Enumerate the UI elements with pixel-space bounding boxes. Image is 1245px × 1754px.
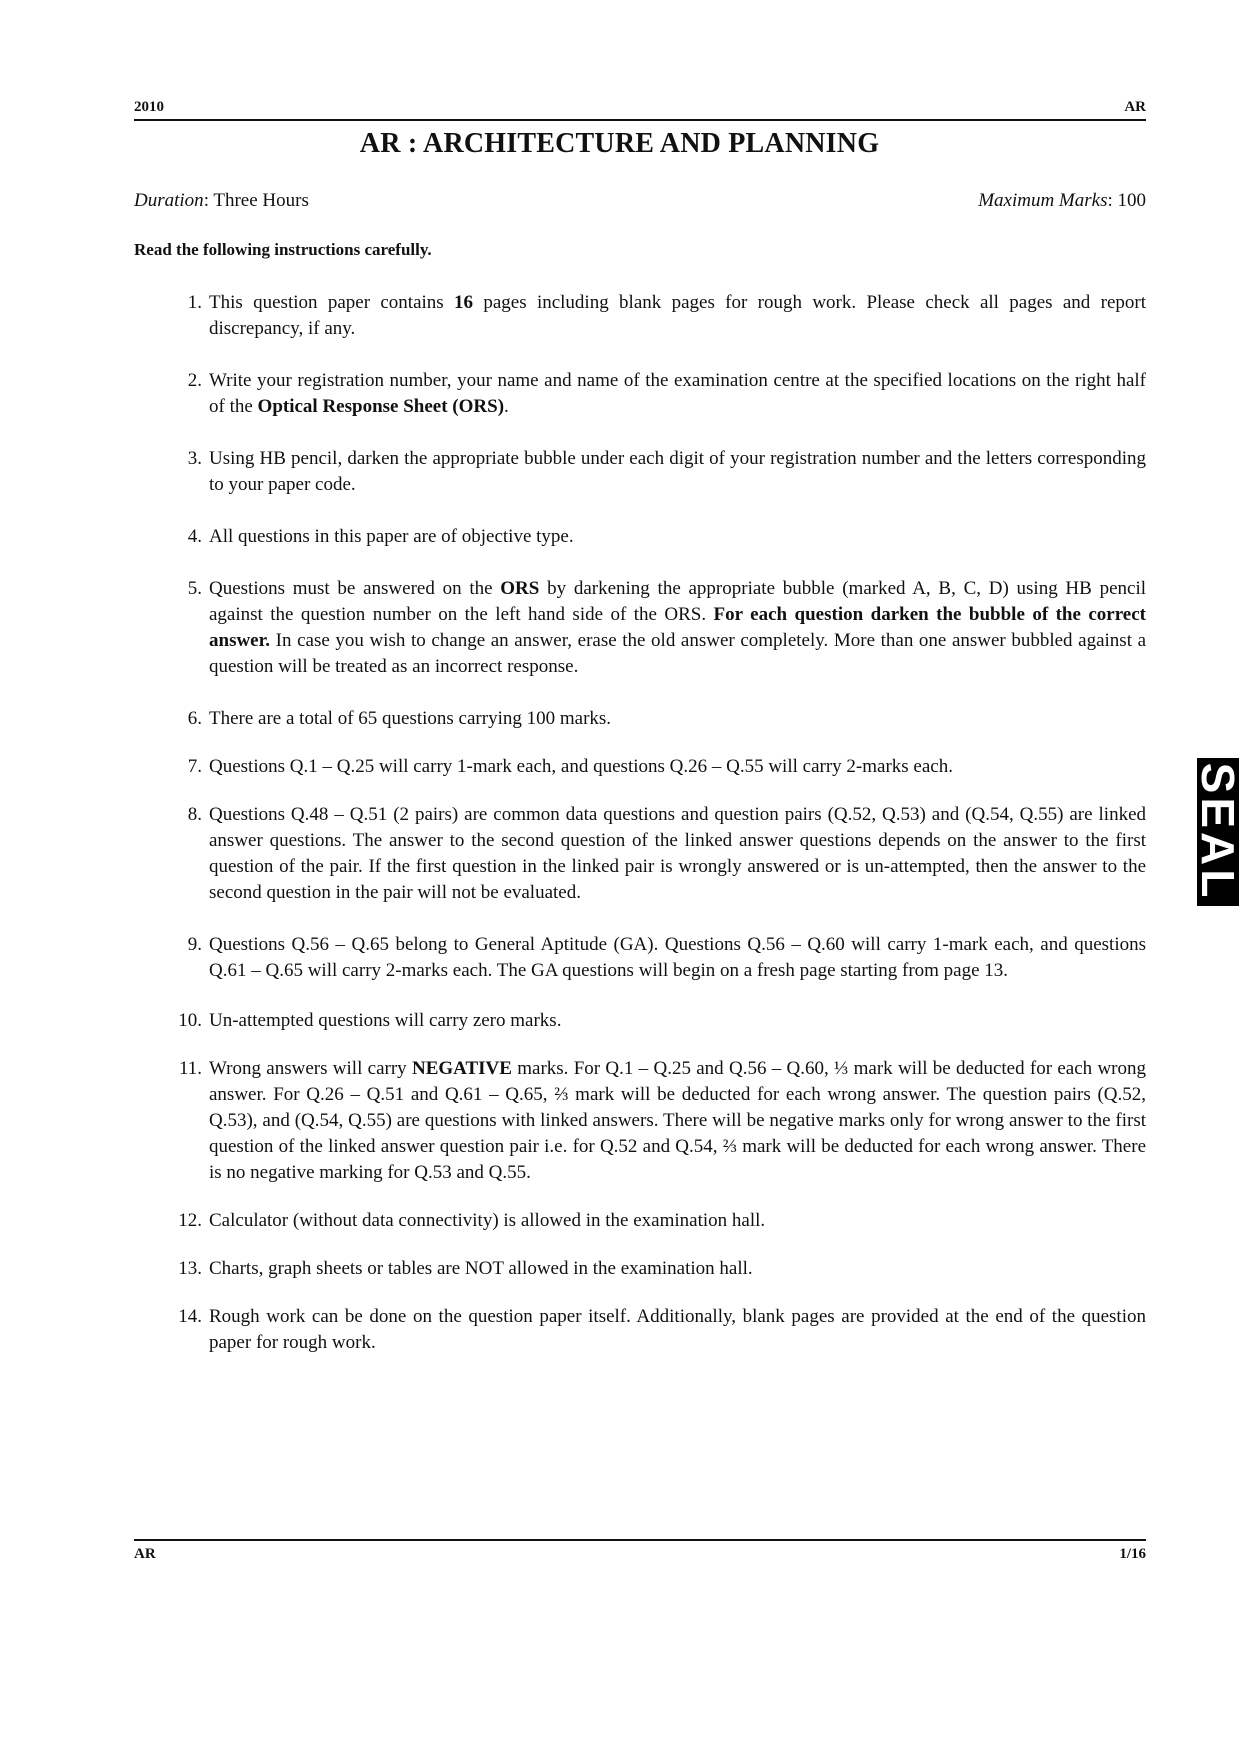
- instruction-text: Questions Q.1 – Q.25 will carry 1-mark each, and questions Q.26 – Q.55 will carry 2-marks each.: [209, 756, 953, 777]
- instruction-item: [134, 524, 1146, 550]
- instruction-number: 8.: [187, 804, 202, 825]
- instruction-number: 6.: [187, 708, 202, 729]
- instruction-text: Rough work can be done on the question paper itself. Additionally, blank pages are provided at the end of the question paper for rough work.: [209, 1306, 1146, 1353]
- instruction-emphasis: NEGATIVE: [411, 1058, 512, 1079]
- instruction-item: [134, 932, 1146, 984]
- instructions-lead: Read the following instructions carefully.: [134, 240, 432, 259]
- header-year: 2010: [134, 99, 164, 115]
- instruction-number: 3.: [187, 448, 202, 469]
- page-title: AR : ARCHITECTURE AND PLANNING: [359, 128, 880, 159]
- instruction-text: Questions must be answered on the: [209, 578, 501, 599]
- instructions-list: [134, 290, 1146, 1356]
- instruction-text: marks. For Q.1 – Q.25 and Q.56 – Q.60, ⅓ mark will be deducted for each wrong answer. For Q.26 – Q.51 and Q.61 – Q.65, ⅔ mark will be deducted for each wrong answer. The question pairs (Q.52, Q.53), and (Q.54, Q.55) are questions with linked answers. There will be negative marks only for wrong answer to the first question of the linked answer question pair i.e. for Q.52 and Q.54, ⅔ mark will be deducted for each wrong answer. There is no negative marking for Q.53 and Q.55.: [209, 1058, 1147, 1183]
- instruction-text: Un-attempted questions will carry zero marks.: [209, 1010, 562, 1031]
- instruction-item: [134, 1056, 1146, 1186]
- instruction-number: 11.: [178, 1058, 202, 1079]
- instruction-text: by darkening the appropriate bubble (marked A, B, C, D) using HB pencil against the question number on the left hand side of the ORS.: [209, 578, 1146, 625]
- instruction-item: [134, 706, 1146, 732]
- instruction-item: [134, 446, 1146, 498]
- footer-rule: [134, 1539, 1146, 1541]
- instruction-number: 9.: [187, 934, 202, 955]
- instruction-text: There are a total of 65 questions carrying 100 marks.: [209, 708, 612, 729]
- instruction-text: Charts, graph sheets or tables are NOT allowed in the examination hall.: [209, 1258, 753, 1279]
- instruction-item: [134, 754, 1146, 780]
- instruction-number: 13.: [178, 1258, 202, 1279]
- instruction-item: [134, 1208, 1146, 1234]
- maximum-marks: [978, 190, 1146, 212]
- header-paper-code: AR: [1124, 99, 1146, 115]
- instruction-emphasis: 16: [454, 292, 474, 313]
- instruction-text: Questions Q.56 – Q.65 belong to General Aptitude (GA). Questions Q.56 – Q.60 will carry 1-mark each, and questions Q.61 – Q.65 will carry 2-marks each. The GA questions will begin on a fresh page starting from page 13.: [209, 934, 1146, 981]
- instruction-item: [134, 576, 1146, 680]
- duration-label: Duration: [134, 190, 204, 211]
- instruction-number: 14.: [178, 1306, 202, 1327]
- footer-paper-code: AR: [134, 1546, 156, 1562]
- maximum-marks-label: Maximum Marks: [978, 190, 1108, 211]
- instruction-number: 4.: [187, 526, 202, 547]
- instruction-item: [134, 1256, 1146, 1282]
- instruction-text: pages including blank pages for rough work. Please check all pages and report discrepancy, if any.: [209, 292, 1146, 339]
- instruction-text: Questions Q.48 – Q.51 (2 pairs) are common data questions and question pairs (Q.52, Q.53) and (Q.54, Q.55) are linked answer questions. The answer to the second question of the linked answer questions depends on the answer to the first question of the pair. If the first question in the linked pair is wrongly answered or is un-attempted, then the answer to the second question in the pair will not be evaluated.: [209, 804, 1146, 903]
- instruction-emphasis: Optical Response Sheet (ORS): [257, 396, 505, 417]
- instruction-item: [134, 290, 1146, 342]
- instruction-item: [134, 368, 1146, 420]
- instruction-number: 10.: [178, 1010, 202, 1031]
- instruction-text: Wrong answers will carry: [209, 1058, 412, 1079]
- seal-tab: [1192, 758, 1244, 906]
- instruction-item: [134, 1008, 1146, 1034]
- instruction-text: .: [504, 396, 509, 417]
- footer-page-number: 1/16: [1119, 1546, 1146, 1562]
- instruction-text: Write your registration number, your name and name of the examination centre at the specified locations on the right half of the: [209, 370, 1146, 417]
- instruction-item: [134, 1304, 1146, 1356]
- instruction-number: 1.: [187, 292, 202, 313]
- instruction-emphasis: ORS: [500, 578, 540, 599]
- instruction-number: 5.: [187, 578, 202, 599]
- instruction-text: All questions in this paper are of objective type.: [209, 526, 574, 547]
- instruction-number: 7.: [187, 756, 202, 777]
- duration-value: : Three Hours: [203, 190, 309, 211]
- header-rule: [134, 119, 1146, 121]
- instruction-text: In case you wish to change an answer, erase the old answer completely. More than one answer bubbled against a question will be treated as an incorrect response.: [209, 630, 1146, 677]
- instruction-item: [134, 802, 1146, 906]
- duration: [134, 190, 309, 212]
- instruction-emphasis: For each question darken the bubble of the correct answer.: [209, 604, 1146, 651]
- instruction-text: Using HB pencil, darken the appropriate bubble under each digit of your registration number and the letters corresponding to your paper code.: [209, 448, 1146, 495]
- instruction-text: This question paper contains: [209, 292, 455, 313]
- maximum-marks-value: : 100: [1107, 190, 1146, 211]
- instruction-number: 2.: [187, 370, 202, 391]
- instruction-number: 12.: [178, 1210, 202, 1231]
- seal-label: SEAL: [1192, 762, 1244, 902]
- instruction-text: Calculator (without data connectivity) is allowed in the examination hall.: [209, 1210, 766, 1231]
